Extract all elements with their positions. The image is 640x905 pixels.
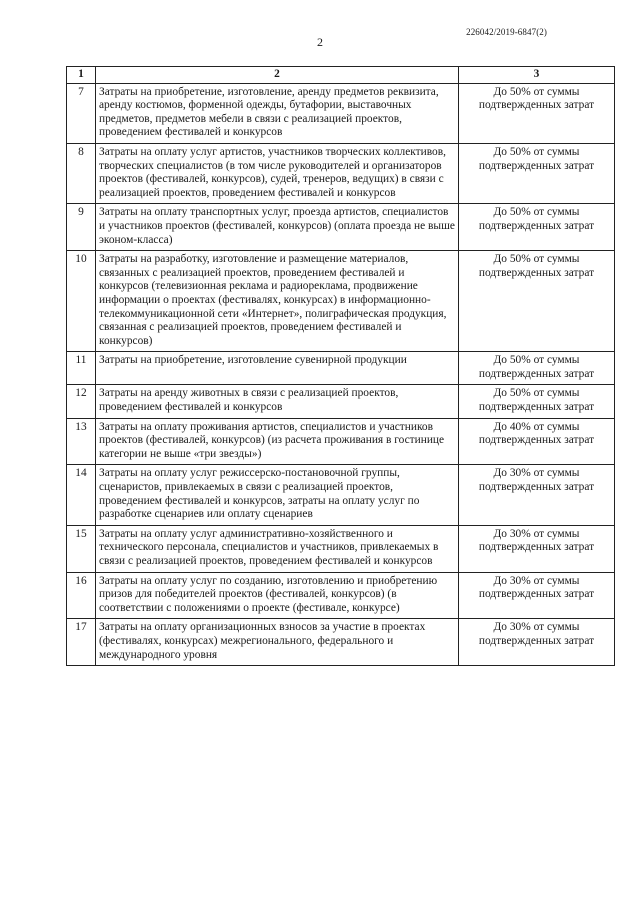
column-header: 1 — [67, 67, 96, 84]
row-number: 14 — [67, 465, 96, 525]
expense-description: Затраты на оплату услуг по созданию, изготовлению и приобретению призов для победителей проектов (фестивалей, конкурсов) (в соответствии с положениями о проекте (фестивале, конкурсе) — [96, 572, 459, 619]
row-number: 7 — [67, 83, 96, 143]
reimbursement-share: До 40% от суммы подтвержденных затрат — [459, 418, 615, 465]
reimbursement-share: До 30% от суммы подтвержденных затрат — [459, 465, 615, 525]
row-number: 12 — [67, 385, 96, 418]
table-row — [67, 418, 615, 465]
column-header: 3 — [459, 67, 615, 84]
reimbursement-share: До 50% от суммы подтвержденных затрат — [459, 352, 615, 385]
expense-description: Затраты на приобретение, изготовление, аренду предметов реквизита, аренду костюмов, форменной одежды, бутафории, выставочных предметов, предметов мебели в связи с реализацией проектов, проведением фестивалей и конкурсов — [96, 83, 459, 143]
expenses-table — [66, 66, 615, 666]
row-number: 10 — [67, 251, 96, 352]
table-header-row — [67, 67, 615, 84]
expense-description: Затраты на оплату организационных взносов за участие в проектах (фестивалях, конкурсах) межрегионального, федерального и международного уровня — [96, 619, 459, 666]
expense-description: Затраты на оплату транспортных услуг, проезда артистов, специалистов и участников проектов (фестивалей, конкурсов) (оплата проезда не выше эконом-класса) — [96, 204, 459, 251]
expense-description: Затраты на оплату услуг режиссерско-постановочной группы, сценаристов, привлекаемых в связи с реализацией проектов, проведением фестивалей и конкурсов, затраты на оплату услуг по разработке сценариев или оплату сценариев — [96, 465, 459, 525]
expense-description: Затраты на оплату проживания артистов, специалистов и участников проектов (фестивалей, конкурсов) (из расчета проживания в гостинице категории не выше «три звезды») — [96, 418, 459, 465]
expense-description: Затраты на оплату услуг административно-хозяйственного и технического персонала, специалистов и участников, привлекаемых в связи с реализацией проектов, проведением фестивалей и конкурсов — [96, 525, 459, 572]
table-row — [67, 251, 615, 352]
row-number: 15 — [67, 525, 96, 572]
expense-description: Затраты на разработку, изготовление и размещение материалов, связанных с реализацией проектов, проведением фестивалей и конкурсов (телевизионная реклама и радиореклама, продвижение информации о проектах (фестивалях, конкурсах) в информационно-телекоммуникационной сети «Интернет», полиграфическая продукция, связанная с реализацией проектов, проведением фестивалей и конкурсов) — [96, 251, 459, 352]
document-number: 226042/2019-6847(2) — [466, 27, 547, 37]
row-number: 11 — [67, 352, 96, 385]
reimbursement-share: До 50% от суммы подтвержденных затрат — [459, 204, 615, 251]
table-row — [67, 143, 615, 203]
table-row — [67, 525, 615, 572]
expense-description: Затраты на аренду животных в связи с реализацией проектов, проведением фестивалей и конкурсов — [96, 385, 459, 418]
row-number: 8 — [67, 143, 96, 203]
reimbursement-share: До 30% от суммы подтвержденных затрат — [459, 572, 615, 619]
expense-description: Затраты на приобретение, изготовление сувенирной продукции — [96, 352, 459, 385]
table-row — [67, 83, 615, 143]
table-row — [67, 204, 615, 251]
row-number: 17 — [67, 619, 96, 666]
table-row — [67, 572, 615, 619]
column-header: 2 — [96, 67, 459, 84]
reimbursement-share: До 30% от суммы подтвержденных затрат — [459, 619, 615, 666]
table-row — [67, 352, 615, 385]
reimbursement-share: До 50% от суммы подтвержденных затрат — [459, 251, 615, 352]
reimbursement-share: До 50% от суммы подтвержденных затрат — [459, 385, 615, 418]
row-number: 16 — [67, 572, 96, 619]
row-number: 9 — [67, 204, 96, 251]
table-row — [67, 465, 615, 525]
table-row — [67, 385, 615, 418]
expense-description: Затраты на оплату услуг артистов, участников творческих коллективов, творческих специалистов (в том числе руководителей и организаторов проектов (фестивалей, конкурсов), судей, тренеров, ведущих) в связи с реализацией проектов, проведением фестивалей и конкурсов — [96, 143, 459, 203]
row-number: 13 — [67, 418, 96, 465]
page-number: 2 — [317, 35, 323, 49]
table-row — [67, 619, 615, 666]
reimbursement-share: До 50% от суммы подтвержденных затрат — [459, 143, 615, 203]
reimbursement-share: До 30% от суммы подтвержденных затрат — [459, 525, 615, 572]
reimbursement-share: До 50% от суммы подтвержденных затрат — [459, 83, 615, 143]
